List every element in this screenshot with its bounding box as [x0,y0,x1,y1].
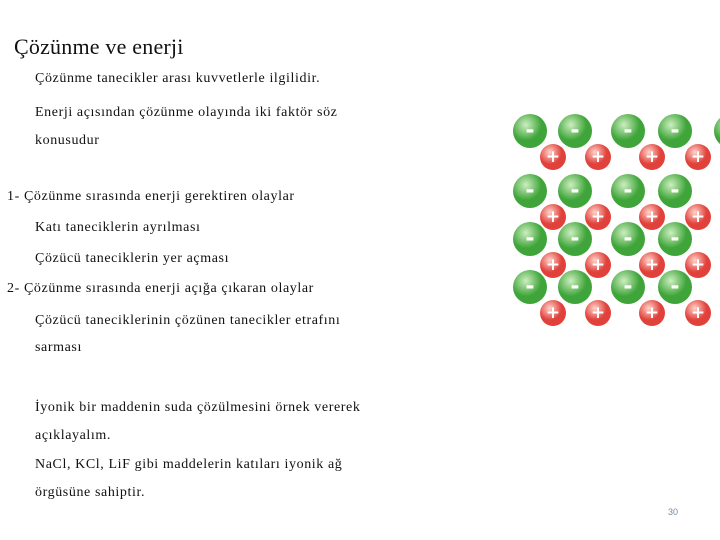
anion-icon [513,114,547,148]
svg-text:+: + [644,147,660,167]
anion-icon [558,114,592,148]
svg-text:+: + [545,303,561,323]
anion-icon [658,222,692,256]
text-line: Enerji açısından çözünme olayında iki faktör söz [35,105,338,120]
cation-icon [585,300,611,326]
list-heading: 2- Çözünme sırasında enerji açığa çıkaran olaylar [7,281,314,296]
cation-icon [585,144,611,170]
svg-text:-: - [623,226,633,252]
svg-text:-: - [525,118,535,144]
anion-icon [513,222,547,256]
list-heading: 1- Çözünme sırasında enerji gerektiren olaylar [7,189,295,204]
text-line: açıklayalım. [35,428,112,443]
svg-text:-: - [570,178,580,204]
svg-text:-: - [670,178,680,204]
svg-text:-: - [623,274,633,300]
cation-icon [685,204,711,230]
svg-text:-: - [670,274,680,300]
svg-text:+: + [545,207,561,227]
cation-icon [540,204,566,230]
list-item: sarması [35,340,82,355]
svg-text:+: + [590,255,606,275]
svg-text:+: + [690,207,706,227]
anion-icon [611,270,645,304]
svg-text:-: - [525,274,535,300]
svg-text:-: - [525,226,535,252]
anion-icon [658,270,692,304]
anion-icon [658,114,692,148]
cation-icon [639,144,665,170]
cation-icon [639,204,665,230]
svg-text:+: + [644,255,660,275]
svg-text:+: + [644,207,660,227]
svg-text:+: + [644,303,660,323]
cation-icon [639,252,665,278]
anion-icon [714,114,720,148]
svg-text:-: - [570,226,580,252]
cation-icon [639,300,665,326]
cation-icon [685,252,711,278]
svg-text:+: + [545,147,561,167]
svg-text:+: + [590,303,606,323]
text-line: İyonik bir maddenin suda çözülmesini örnek vererek [35,400,361,415]
text-line: örgüsüne sahiptir. [35,485,146,500]
anion-icon [611,174,645,208]
page-number: 30 [668,507,679,517]
svg-text:+: + [545,255,561,275]
list-item: Katı taneciklerin ayrılması [35,220,201,235]
text-line: konusudur [35,133,100,148]
list-item: Çözücü taneciklerinin çözünen tanecikler etrafını [35,313,341,328]
svg-text:-: - [570,274,580,300]
anion-icon [558,174,592,208]
svg-text:-: - [525,178,535,204]
ionic-lattice-illustration [505,112,720,327]
cation-icon [540,144,566,170]
svg-text:+: + [690,303,706,323]
svg-text:-: - [623,178,633,204]
cation-icon [685,144,711,170]
anion-icon [611,114,645,148]
text-line: NaCl, KCl, LiF gibi maddelerin katıları iyonik ağ [35,457,343,472]
cation-icon [685,300,711,326]
svg-text:+: + [590,147,606,167]
anion-icon [611,222,645,256]
anion-icon [658,174,692,208]
svg-text:-: - [670,226,680,252]
text-line: Çözünme tanecikler arası kuvvetlerle ilgilidir. [35,71,321,86]
svg-text:-: - [623,118,633,144]
anion-icon [558,270,592,304]
slide-title: Çözünme ve enerji [14,34,184,59]
cation-icon [585,204,611,230]
cation-icon [540,252,566,278]
cation-icon [585,252,611,278]
list-item: Çözücü taneciklerin yer açması [35,251,230,266]
svg-text:+: + [690,255,706,275]
svg-text:-: - [570,118,580,144]
anion-icon [513,270,547,304]
cation-icon [540,300,566,326]
svg-text:+: + [690,147,706,167]
svg-text:+: + [590,207,606,227]
svg-text:-: - [670,118,680,144]
anion-icon [513,174,547,208]
anion-icon [558,222,592,256]
